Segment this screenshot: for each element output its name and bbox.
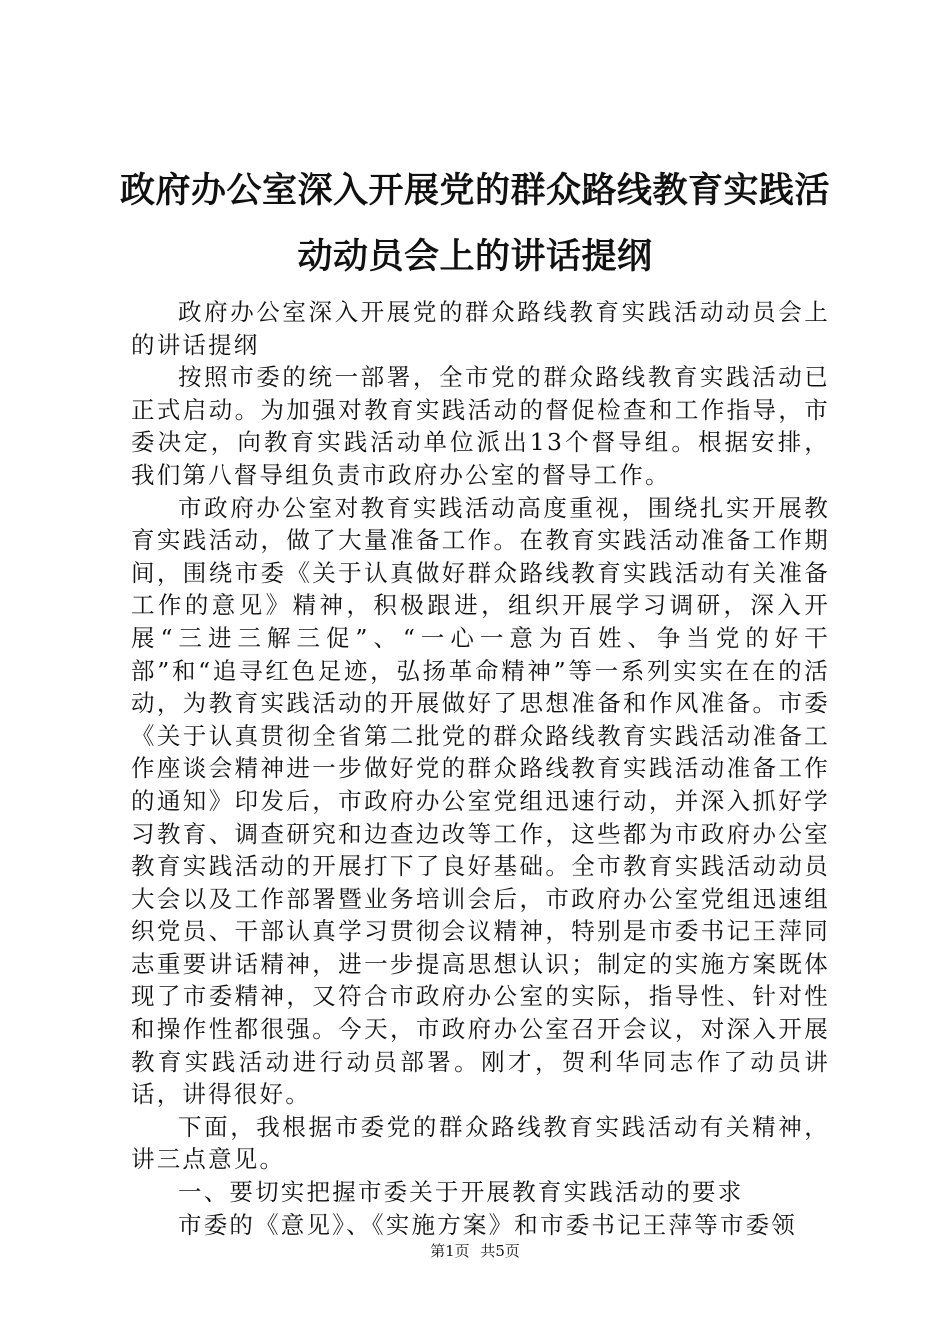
page-total: 共5页 [480,1242,520,1260]
page-number: 第1页 [430,1242,470,1260]
document-body [131,296,830,1241]
document-title: 政府办公室深入开展党的群众路线教育实践活动动员会上的讲话提纲 [120,170,831,277]
page-footer [0,1241,950,1261]
paragraph-section-1-start: 市委的《意见》、《实施方案》和市委书记王萍等市委领 [178,1210,797,1239]
paragraph-three-points: 下面，我根据市委党的群众路线教育实践活动有关精神，讲三点意见。 [131,1112,830,1174]
section-heading-1: 一、要切实把握市委关于开展教育实践活动的要求 [178,1178,744,1207]
paragraph-intro: 按照市委的统一部署，全市党的群众路线教育实践活动已正式启动。为加强对教育实践活动的督促检查和工作指导，市委决定，向教育实践活动单位派出13个督导组。根据安排，我们第八督导组负责市政府办公室的督导工作。 [131,363,830,489]
paragraph-preparation: 市政府办公室对教育实践活动高度重视，围绕扎实开展教育实践活动，做了大量准备工作。在教育实践活动准备工作期间，围绕市委《关于认真做好群众路线教育实践活动有关准备工作的意见》精神，积极跟进，组织开展学习调研，深入开展“三进三解三促”、“一心一意为百姓、争当党的好干部”和“追寻红色足迹，弘扬革命精神”等一系列实实在在的活动，为教育实践活动的开展做好了思想准备和作风准备。市委《关于认真贯彻全省第二批党的群众路线教育实践活动准备工作座谈会精神进一步做好党的群众路线教育实践活动准备工作的通知》印发后，市政府办公室党组迅速行动，并深入抓好学习教育、调查研究和边查边改等工作，这些都为市政府办公室教育实践活动的开展打下了良好基础。全市教育实践活动动员大会以及工作部署暨业务培训会后，市政府办公室党组迅速组织党员、干部认真学习贯彻会议精神，特别是市委书记王萍同志重要讲话精神，进一步提高思想认识；制定的实施方案既体现了市委精神，又符合市政府办公室的实际，指导性、针对性和操作性都很强。今天，市政府办公室召开会议，对深入开展教育实践活动进行动员部署。刚才，贺利华同志作了动员讲话，讲得很好。 [131,493,830,1109]
paragraph-heading-repeat: 政府办公室深入开展党的群众路线教育实践活动动员会上的讲话提纲 [131,298,830,359]
